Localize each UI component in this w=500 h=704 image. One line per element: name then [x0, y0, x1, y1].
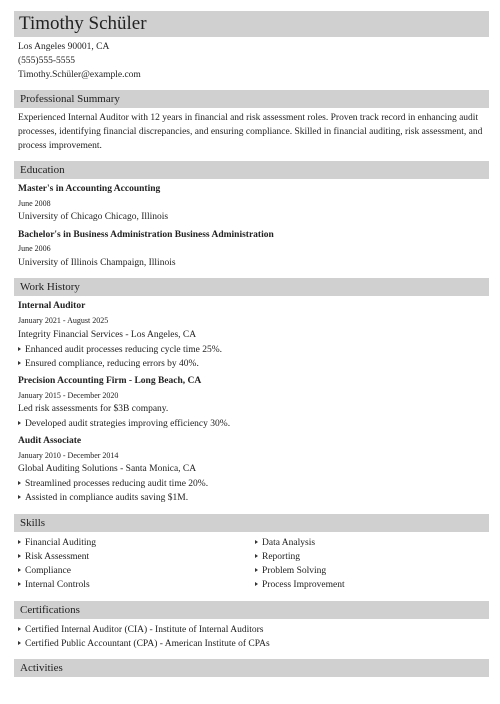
summary-section-header [14, 90, 489, 108]
bullet-icon [18, 641, 21, 645]
skill-item: Reporting [255, 550, 300, 564]
address: Los Angeles 90001, CA [18, 42, 110, 52]
work-section-header [14, 278, 489, 296]
skill-item: Problem Solving [255, 564, 326, 578]
job-bullet: Assisted in compliance audits saving $1M. [18, 491, 188, 505]
bullet-icon [18, 627, 21, 631]
bullet-icon [18, 568, 21, 572]
bullet-icon [18, 481, 21, 485]
education-title: Education [20, 164, 65, 176]
job-bullet: Streamlined processes reducing audit time 20%. [18, 477, 208, 491]
education-school: University of Illinois Champaign, Illinois [18, 258, 176, 268]
bullet-icon [255, 554, 258, 558]
activities-section-header [14, 659, 489, 677]
skill-item: Data Analysis [255, 536, 315, 550]
bullet-icon [18, 361, 21, 365]
bullet-icon [18, 582, 21, 586]
job-company: Integrity Financial Services - Los Angeles, CA [18, 330, 197, 340]
job-dates: January 2021 - August 2025 [18, 316, 109, 325]
job-title: Precision Accounting Firm - Long Beach, CA [18, 376, 202, 386]
candidate-name: Timothy Schüler [19, 13, 147, 34]
work-title: Work History [20, 281, 80, 293]
job-bullet: Ensured compliance, reducing errors by 40%. [18, 357, 199, 371]
job-bullet: Developed audit strategies improving efficiency 30%. [18, 417, 230, 431]
skills-section-header [14, 514, 489, 532]
name-header [14, 11, 489, 37]
certifications-section-header [14, 601, 489, 619]
education-section-header [14, 161, 489, 179]
bullet-icon [255, 582, 258, 586]
activities-title: Activities [20, 662, 63, 674]
certification-item: Certified Internal Auditor (CIA) - Institute of Internal Auditors [18, 623, 264, 637]
job-title: Audit Associate [18, 436, 82, 446]
email: Timothy.Schüler@example.com [18, 70, 141, 80]
skill-item: Internal Controls [18, 578, 90, 592]
summary-title: Professional Summary [20, 93, 120, 105]
bullet-icon [18, 495, 21, 499]
summary-text: Experienced Internal Auditor with 12 years in financial and risk assessment roles. Proven track record in enhancing audit processes, identifying financial discrepancies, and ensuring compliance. Skilled in financial auditing, risk assessment, and process improvement. [18, 113, 483, 151]
skill-item: Compliance [18, 564, 71, 578]
bullet-icon [18, 540, 21, 544]
job-dates: January 2010 - December 2014 [18, 451, 119, 460]
education-school: University of Chicago Chicago, Illinois [18, 212, 169, 222]
certifications-title: Certifications [20, 604, 80, 616]
certification-item: Certified Public Accountant (CPA) - American Institute of CPAs [18, 637, 270, 651]
skill-item: Risk Assessment [18, 550, 89, 564]
bullet-icon [18, 554, 21, 558]
job-title: Internal Auditor [18, 301, 86, 311]
bullet-icon [255, 568, 258, 572]
bullet-icon [18, 421, 21, 425]
job-company: Led risk assessments for $3B company. [18, 404, 169, 414]
education-degree: Bachelor's in Business Administration Business Administration [18, 230, 274, 240]
education-date: June 2008 [18, 199, 51, 208]
phone: (555)555-5555 [18, 56, 75, 66]
skill-item: Financial Auditing [18, 536, 96, 550]
job-company: Global Auditing Solutions - Santa Monica, CA [18, 464, 197, 474]
education-degree: Master's in Accounting Accounting [18, 184, 161, 194]
job-dates: January 2015 - December 2020 [18, 391, 119, 400]
skill-item: Process Improvement [255, 578, 345, 592]
bullet-icon [18, 347, 21, 351]
page-cutoff-fade [0, 684, 500, 704]
job-bullet: Enhanced audit processes reducing cycle time 25%. [18, 343, 222, 357]
education-date: June 2006 [18, 244, 51, 253]
skills-title: Skills [20, 517, 46, 529]
bullet-icon [255, 540, 258, 544]
